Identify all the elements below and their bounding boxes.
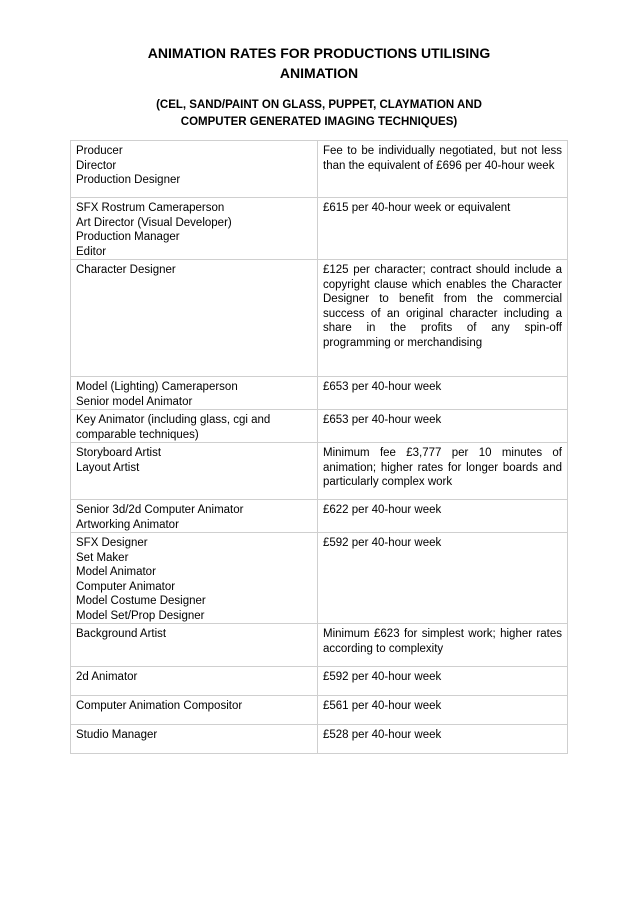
role-name: Character Designer xyxy=(76,264,176,276)
role-name: Set Maker xyxy=(76,551,129,564)
role-name: SFX Designer xyxy=(76,537,148,549)
role-name: Editor xyxy=(76,245,107,258)
role-cell xyxy=(71,624,318,667)
role-cell xyxy=(71,198,318,260)
rate-cell: £125 per character; contract should include a copyright clause which enables the Character Designer to benefit from the commercial success of an original character including a share in the profits of any spin-off programming or merchandising xyxy=(318,260,568,377)
role-name: Studio Manager xyxy=(76,729,158,741)
role-name: 2d Animator xyxy=(76,671,138,683)
role-cell xyxy=(71,260,318,377)
role-name: Model Animator xyxy=(76,566,156,578)
role-name: Storyboard Artist xyxy=(76,447,162,459)
table-row xyxy=(71,725,568,754)
role-cell xyxy=(71,725,318,754)
rate-cell: £622 per 40-hour week xyxy=(318,500,568,533)
rate-cell: £592 per 40-hour week xyxy=(318,533,568,624)
rates-table xyxy=(70,140,568,754)
document-subtitle xyxy=(70,97,568,131)
role-name: Senior model Animator xyxy=(76,395,193,408)
table-row xyxy=(71,500,568,533)
role-name: Layout Artist xyxy=(76,461,140,474)
role-cell xyxy=(71,443,318,500)
role-cell xyxy=(71,377,318,410)
role-name: Director xyxy=(76,159,117,172)
role-name: Art Director (Visual Developer) xyxy=(76,216,232,229)
document-title xyxy=(70,43,568,83)
role-name: Model (Lighting) Cameraperson xyxy=(76,381,238,393)
table-row xyxy=(71,410,568,443)
rate-cell: Minimum £623 for simplest work; higher rates according to complexity xyxy=(318,624,568,667)
rate-cell: £615 per 40-hour week or equivalent xyxy=(318,198,568,260)
role-name: Production Manager xyxy=(76,231,180,243)
role-name: Key Animator (including glass, cgi and comparable techniques) xyxy=(76,414,271,441)
rate-cell: Minimum fee £3,777 per 10 minutes of animation; higher rates for longer boards and particularly complex work xyxy=(318,443,568,500)
role-cell xyxy=(71,500,318,533)
table-row xyxy=(71,141,568,198)
rate-cell: Fee to be individually negotiated, but not less than the equivalent of £696 per 40-hour week xyxy=(318,141,568,198)
rate-cell: £561 per 40-hour week xyxy=(318,696,568,725)
rates-table-body xyxy=(71,141,568,754)
role-cell xyxy=(71,410,318,443)
role-name: Background Artist xyxy=(76,628,167,640)
role-cell xyxy=(71,696,318,725)
rate-cell: £592 per 40-hour week xyxy=(318,667,568,696)
rate-cell: £528 per 40-hour week xyxy=(318,725,568,754)
role-cell xyxy=(71,667,318,696)
role-cell xyxy=(71,141,318,198)
table-row xyxy=(71,198,568,260)
table-row xyxy=(71,533,568,624)
table-row xyxy=(71,443,568,500)
title-line-1: ANIMATION RATES FOR PRODUCTIONS UTILISING xyxy=(147,45,491,61)
role-name: Model Set/Prop Designer xyxy=(76,609,205,622)
table-row xyxy=(71,260,568,377)
table-row xyxy=(71,377,568,410)
role-name: Computer Animator xyxy=(76,580,176,593)
role-name: Model Costume Designer xyxy=(76,595,206,607)
subtitle-line-2: COMPUTER GENERATED IMAGING TECHNIQUES) xyxy=(180,116,458,128)
subtitle-line-1: (CEL, SAND/PAINT ON GLASS, PUPPET, CLAYMATION AND xyxy=(156,99,482,111)
table-row xyxy=(71,667,568,696)
rate-cell: £653 per 40-hour week xyxy=(318,377,568,410)
role-name: Artworking Animator xyxy=(76,518,179,531)
role-name: Producer xyxy=(76,145,123,157)
rate-cell: £653 per 40-hour week xyxy=(318,410,568,443)
role-name: Production Designer xyxy=(76,174,181,186)
title-line-2: ANIMATION xyxy=(279,65,359,81)
table-row xyxy=(71,624,568,667)
role-name: SFX Rostrum Cameraperson xyxy=(76,202,225,214)
role-name: Senior 3d/2d Computer Animator xyxy=(76,504,244,516)
role-name: Computer Animation Compositor xyxy=(76,700,243,712)
table-row xyxy=(71,696,568,725)
role-cell xyxy=(71,533,318,624)
